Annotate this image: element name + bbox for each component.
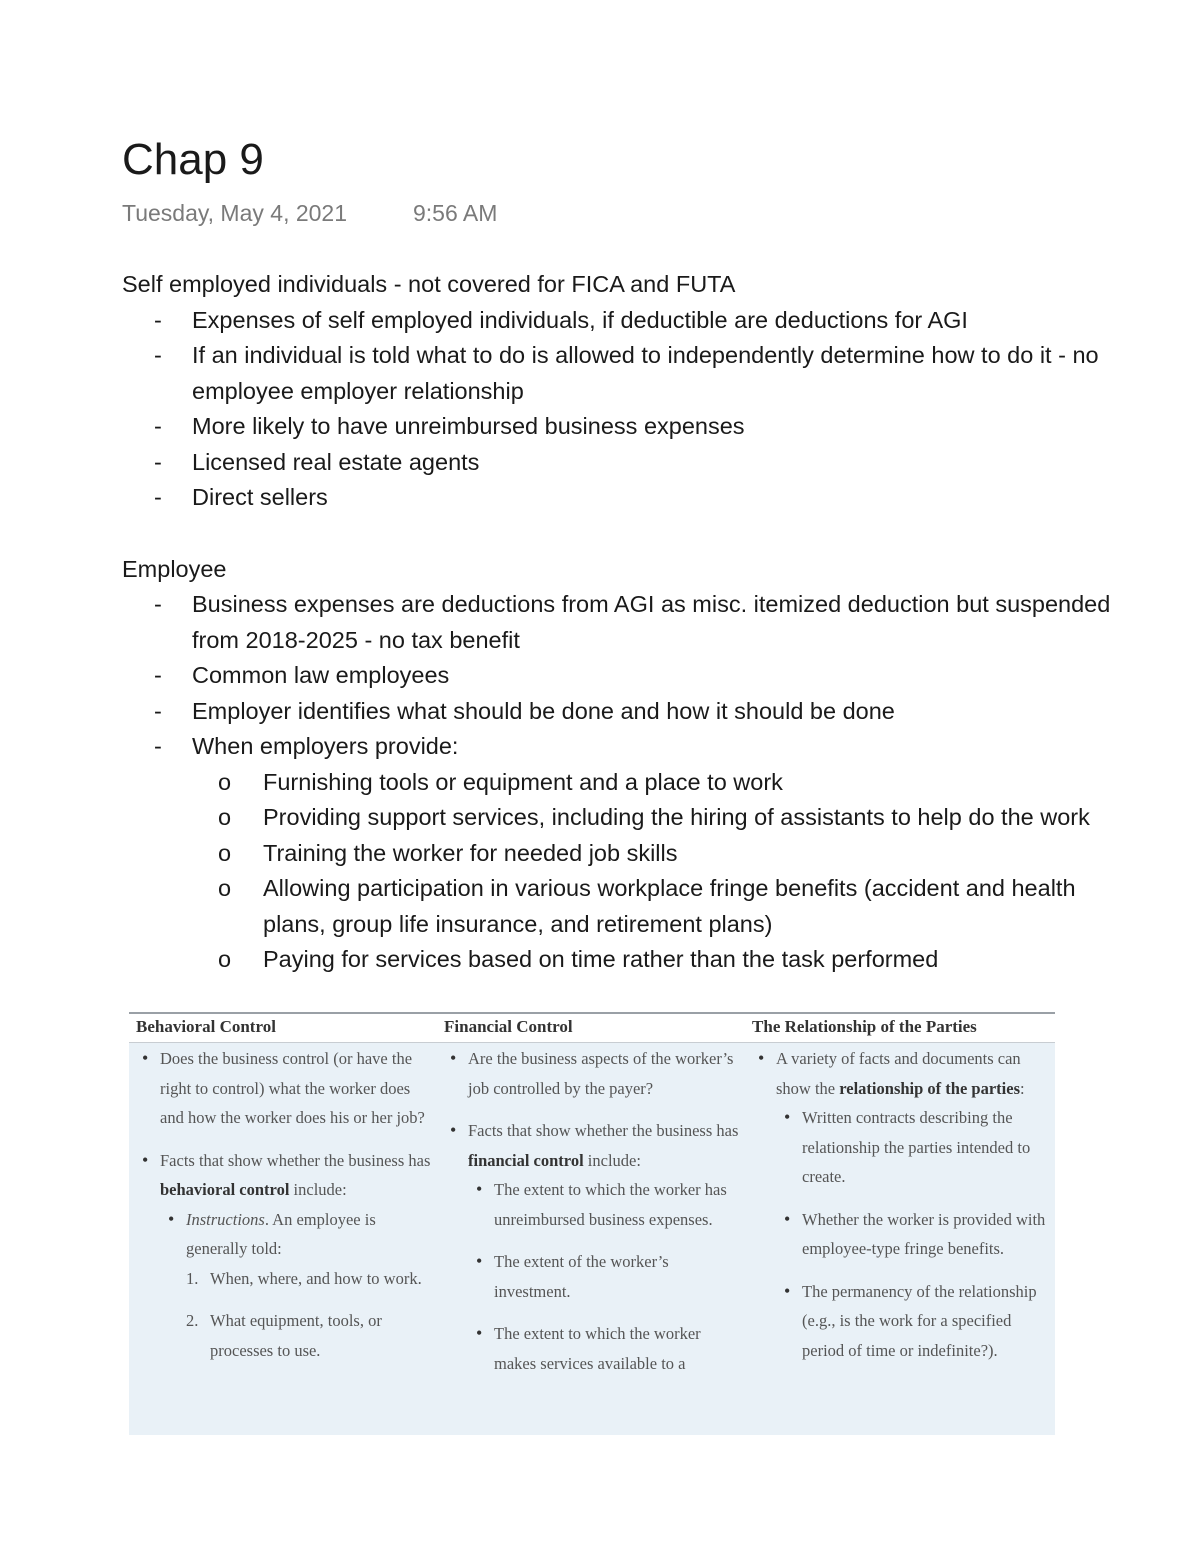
table-bold-text: financial control [468,1150,584,1170]
sub-list-item [122,871,1112,942]
table-text: The permanency of the relationship (e.g., is the work for a specified period of time or indefinite?). [802,1281,1037,1360]
list-item [122,480,1112,516]
employer-provides-list [192,765,1112,978]
page-title: Chap 9 [122,135,264,184]
table-sub-bullet [802,1103,1055,1192]
dash-bullet: - [154,662,162,688]
section-heading-self-employed: Self employed individuals - not covered for FICA and FUTA [122,271,736,297]
dash-bullet: - [154,413,162,439]
note-time: 9:56 AM [413,200,498,226]
table-italic-text: Instructions [186,1209,265,1229]
sub-list-item [122,836,1112,872]
table-bullet [160,1044,437,1133]
circle-bullet: o [218,946,232,972]
table-sub-bullet [494,1247,745,1306]
circle-bullet: o [218,768,232,795]
table-sub-bullet [186,1205,437,1366]
dash-bullet: - [154,342,162,368]
list-item [122,338,1112,409]
table-bullet [776,1044,1055,1365]
sub-list-item [122,765,1112,801]
section-heading-employee: Employee [122,555,227,582]
table-numbered-item [186,1264,437,1294]
table-sub-bullet [802,1205,1055,1264]
list-item [122,729,1112,978]
table-sub-bullet [802,1277,1055,1366]
circle-bullet: o [218,804,232,830]
table-text: Written contracts describing the relationship the parties intended to create. [802,1108,1031,1186]
list-item-text: If an individual is told what to do is allowed to independently determine how to do it - no employee employer relationship [192,342,1099,404]
relationship-column [745,1043,1055,1435]
dash-bullet: - [154,591,162,617]
header-relationship-of-parties: The Relationship of the Parties [752,1017,977,1036]
list-item-text: Expenses of self employed individuals, if deductible are deductions for AGI [192,306,968,333]
dash-bullet: - [154,306,162,333]
financial-control-column [437,1043,745,1435]
sub-list-item-text: Paying for services based on time rather than the task performed [263,946,939,972]
table-text: Facts that show whether the business has [468,1121,739,1140]
dash-bullet: - [154,448,162,475]
list-item [122,445,1112,481]
table-bullet [468,1116,745,1378]
sub-list-item-text: Allowing participation in various workplace fringe benefits (accident and health plans, group life insurance, and retirement plans) [263,875,1076,937]
table-text: : [1020,1078,1025,1098]
table-header-row [129,1012,1055,1043]
circle-bullet: o [218,875,232,901]
sub-list-item [122,800,1112,836]
table-bold-text: relationship of the parties [839,1078,1020,1098]
table-sub-bullet [494,1319,745,1378]
note-date: Tuesday, May 4, 2021 [122,200,348,226]
table-text: include: [583,1150,641,1170]
list-item-text: Employer identifies what should be done and how it should be done [192,697,895,724]
list-item [122,587,1112,658]
table-text: A variety of facts and documents can show the [776,1049,1021,1098]
sub-list-item-text: Training the worker for needed job skills [263,839,678,866]
table-text: Are the business aspects of the worker’s job controlled by the payer? [468,1049,734,1098]
item-number: 2. [186,1311,199,1330]
item-number: 1. [186,1268,199,1288]
table-text: When, where, and how to work. [210,1268,422,1288]
table-bullet [468,1044,745,1103]
behavioral-control-column [129,1043,437,1435]
list-item-text: Direct sellers [192,484,328,510]
sub-list-item-text: Furnishing tools or equipment and a place to work [263,768,783,795]
list-item [122,303,1112,339]
list-item-text: Common law employees [192,662,450,688]
table-body-row [129,1043,1055,1435]
table-bullet [160,1146,437,1366]
table-bold-text: behavioral control [160,1180,290,1199]
list-item-text: Licensed real estate agents [192,448,480,475]
note-body [122,267,1112,978]
list-item [122,694,1112,730]
control-factors-table-image [129,1012,1055,1435]
table-text: Facts that show whether the business has [160,1150,431,1170]
table-text: Does the business control (or have the right to control) what the worker does and how the worker does his or her job? [160,1049,425,1127]
table-sub-bullet [494,1175,745,1234]
employee-list [122,587,1112,978]
sub-list-item [122,942,1112,978]
dash-bullet: - [154,733,162,759]
table-text: The extent to which the worker makes services available to a [494,1324,701,1373]
table-text: The extent of the worker’s investment. [494,1252,669,1301]
circle-bullet: o [218,839,232,866]
sub-list-item-text: Providing support services, including the hiring of assistants to help do the work [263,804,1090,830]
table-text: include: [289,1180,347,1199]
list-item-text: More likely to have unreimbursed business expenses [192,413,745,439]
table-text: What equipment, tools, or processes to use. [210,1311,382,1360]
list-item-text: Business expenses are deductions from AGI as misc. itemized deduction but suspended from 2018-2025 - no tax benefit [192,591,1111,653]
table-text: Whether the worker is provided with employee-type fringe benefits. [802,1209,1046,1258]
dash-bullet: - [154,484,162,510]
header-behavioral-control: Behavioral Control [136,1017,276,1036]
list-item-text: When employers provide: [192,733,459,759]
header-financial-control: Financial Control [444,1017,573,1036]
self-employed-list [122,303,1112,516]
table-numbered-item [186,1306,437,1365]
dash-bullet: - [154,697,162,724]
table-text: The extent to which the worker has unreimbursed business expenses. [494,1180,727,1229]
list-item [122,658,1112,694]
table-text: . An employee is generally told: [186,1209,376,1258]
list-item [122,409,1112,445]
